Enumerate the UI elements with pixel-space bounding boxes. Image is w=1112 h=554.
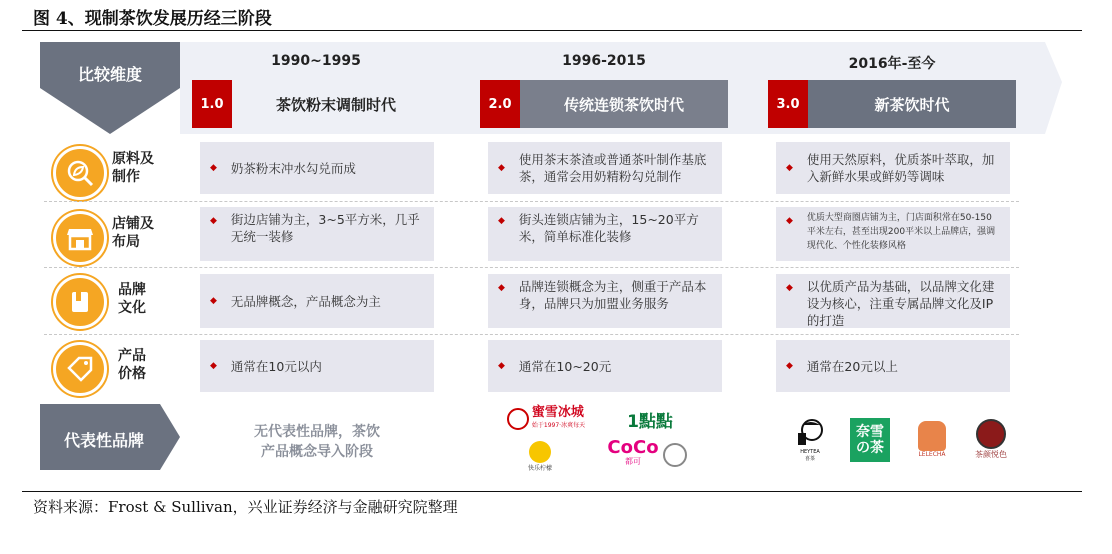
lelecha-logo: LELECHA (910, 414, 954, 464)
row-1-era-2-cell: ◆ 使用茶末茶渣或普通茶叶制作基底茶，通常会用奶精粉勾兑制作 (488, 142, 722, 194)
era-3-number: 3.0 (768, 80, 808, 128)
storefront-icon (53, 211, 107, 265)
price-tag-icon (53, 342, 107, 396)
row-3-era-3-cell: ◆ 以优质产品为基础，以品牌文化建设为核心，注重专属品牌文化及IP的打造 (776, 274, 1010, 328)
figure-title: 图 4、现制茶饮发展历经三阶段 (33, 9, 272, 29)
coco-logo: CoCo 都可 (604, 440, 690, 470)
era-2-number: 2.0 (480, 80, 520, 128)
era-3-period: 2016年-至今 (848, 56, 936, 72)
heytea-logo: HEYTEA 喜茶 (788, 414, 832, 464)
era-1-number: 1.0 (192, 80, 232, 128)
era-2-period: 1996-2015 (562, 53, 646, 69)
mixue-logo: 蜜雪冰城 始于1997·冰爽每天 (506, 404, 586, 434)
compare-header: 比较维度 (77, 65, 142, 84)
naixue-logo: 奈雪の茶 (850, 418, 890, 462)
bottom-rule (22, 491, 1082, 492)
era-2-name: 传统连锁茶饮时代 (520, 80, 728, 128)
era-3-name: 新茶饮时代 (808, 80, 1016, 128)
row-4-era-2-cell: ◆ 通常在10~20元 (488, 340, 722, 392)
row-2-era-3-cell: ◆ 优质大型商圈店铺为主，门店面积常在50-150平米左右，甚至出现200平米以上品牌店，强调现代化、个性化装修风格 (776, 207, 1010, 261)
era-1-period: 1990~1995 (271, 53, 361, 69)
row-4-label: 产品 价格 (118, 348, 146, 382)
row-2-label: 店铺及 布局 (112, 216, 154, 250)
kuaile-lemon-logo: 快乐柠檬 (520, 440, 560, 472)
leaf-search-icon (53, 146, 107, 200)
row-3-label: 品牌 文化 (118, 282, 146, 316)
row-separator (44, 201, 1019, 202)
row-1-era-1-cell: ◆ 奶茶粉末冲水勾兑而成 (200, 142, 434, 194)
row-2-era-1-cell: ◆ 街边店铺为主，3~5平方米，几乎无统一装修 (200, 207, 434, 261)
era-1-name: 茶饮粉末调制时代 (232, 80, 440, 128)
yidiandian-logo: 1點點 (627, 411, 673, 432)
row-separator (44, 267, 1019, 268)
chayanyuese-logo: 茶颜悦色 (968, 414, 1014, 464)
source-note: 资料来源：Frost & Sullivan，兴业证券经济与金融研究院整理 (33, 498, 458, 516)
row-3-era-1-cell: ◆ 无品牌概念，产品概念为主 (200, 274, 434, 328)
row-1-label: 原料及 制作 (112, 151, 154, 185)
row-1-era-3-cell: ◆ 使用天然原料，优质茶叶萃取，加入新鲜水果或鲜奶等调味 (776, 142, 1010, 194)
row-2-era-2-cell: ◆ 街头连锁店铺为主，15~20平方米，简单标准化装修 (488, 207, 722, 261)
row-4-era-1-cell: ◆ 通常在10元以内 (200, 340, 434, 392)
era-1-representative: 无代表性品牌，茶饮 产品概念导入阶段 (254, 424, 380, 460)
top-rule (22, 30, 1082, 31)
row-3-era-2-cell: ◆ 品牌连锁概念为主，侧重于产品本身，品牌只为加盟业务服务 (488, 274, 722, 328)
representative-label: 代表性品牌 (63, 431, 144, 450)
book-icon (53, 275, 107, 329)
row-4-era-3-cell: ◆ 通常在20元以上 (776, 340, 1010, 392)
row-separator (44, 334, 1019, 335)
